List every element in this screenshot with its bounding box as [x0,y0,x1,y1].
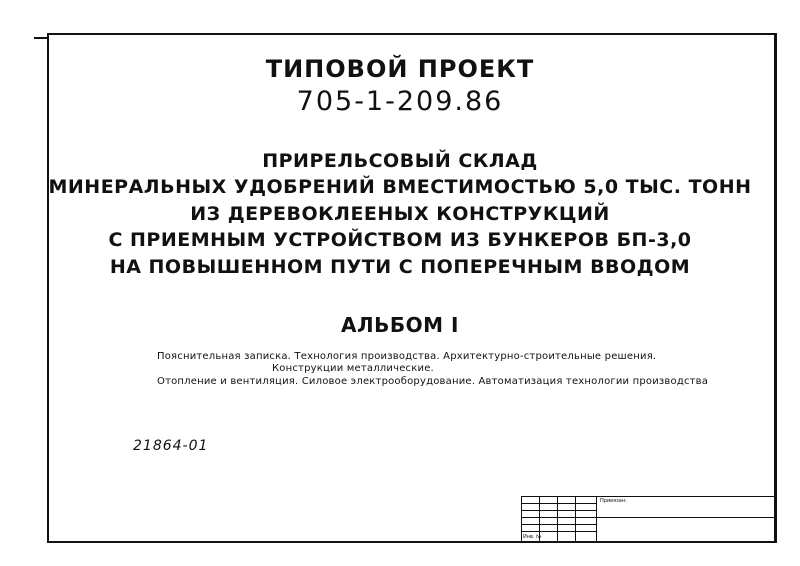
title-line-3: ИЗ ДЕРЕВОКЛЕЕНЫХ КОНСТРУКЦИЙ [190,203,610,225]
stamp-attached-label: Привязан: [600,498,627,504]
title-line-5: НА ПОВЫШЕННОМ ПУТИ С ПОПЕРЕЧНЫМ ВВОДОМ [109,256,691,278]
stamp-line [521,503,596,504]
stamp-line [596,517,776,518]
contents-line-3: Отопление и вентиляция. Силовое электрооборудование. Автоматизация технологии производства [157,376,709,387]
title-line-2: МИНЕРАЛЬНЫХ УДОБРЕНИЙ ВМЕСТИМОСТЬЮ 5,0 ТЫС. ТОНН [48,176,752,198]
stamp-line [521,510,596,511]
stamp-line [521,524,596,525]
project-code: 705-1-209.86 [296,86,504,117]
title-block [521,496,776,542]
stamp-line [596,496,597,542]
stamp-line [521,517,596,518]
stamp-line [521,531,596,532]
margin-mark [34,37,47,39]
document-heading: ТИПОВОЙ ПРОЕКТ [265,55,535,83]
contents-line-1: Пояснительная записка. Технология производства. Архитектурно-строительные решения. [157,351,657,362]
inventory-number: 21864-01 [133,438,209,454]
title-line-1: ПРИРЕЛЬСОВЫЙ СКЛАД [262,150,538,172]
stamp-inv-label: Инв. № [523,534,542,540]
title-line-4: С ПРИЕМНЫМ УСТРОЙСТВОМ ИЗ БУНКЕРОВ БП-3,0 [108,229,692,251]
stamp-line [521,496,776,497]
contents-line-2: Конструкции металлические. [272,363,434,374]
album-label: АЛЬБОМ I [341,313,459,337]
